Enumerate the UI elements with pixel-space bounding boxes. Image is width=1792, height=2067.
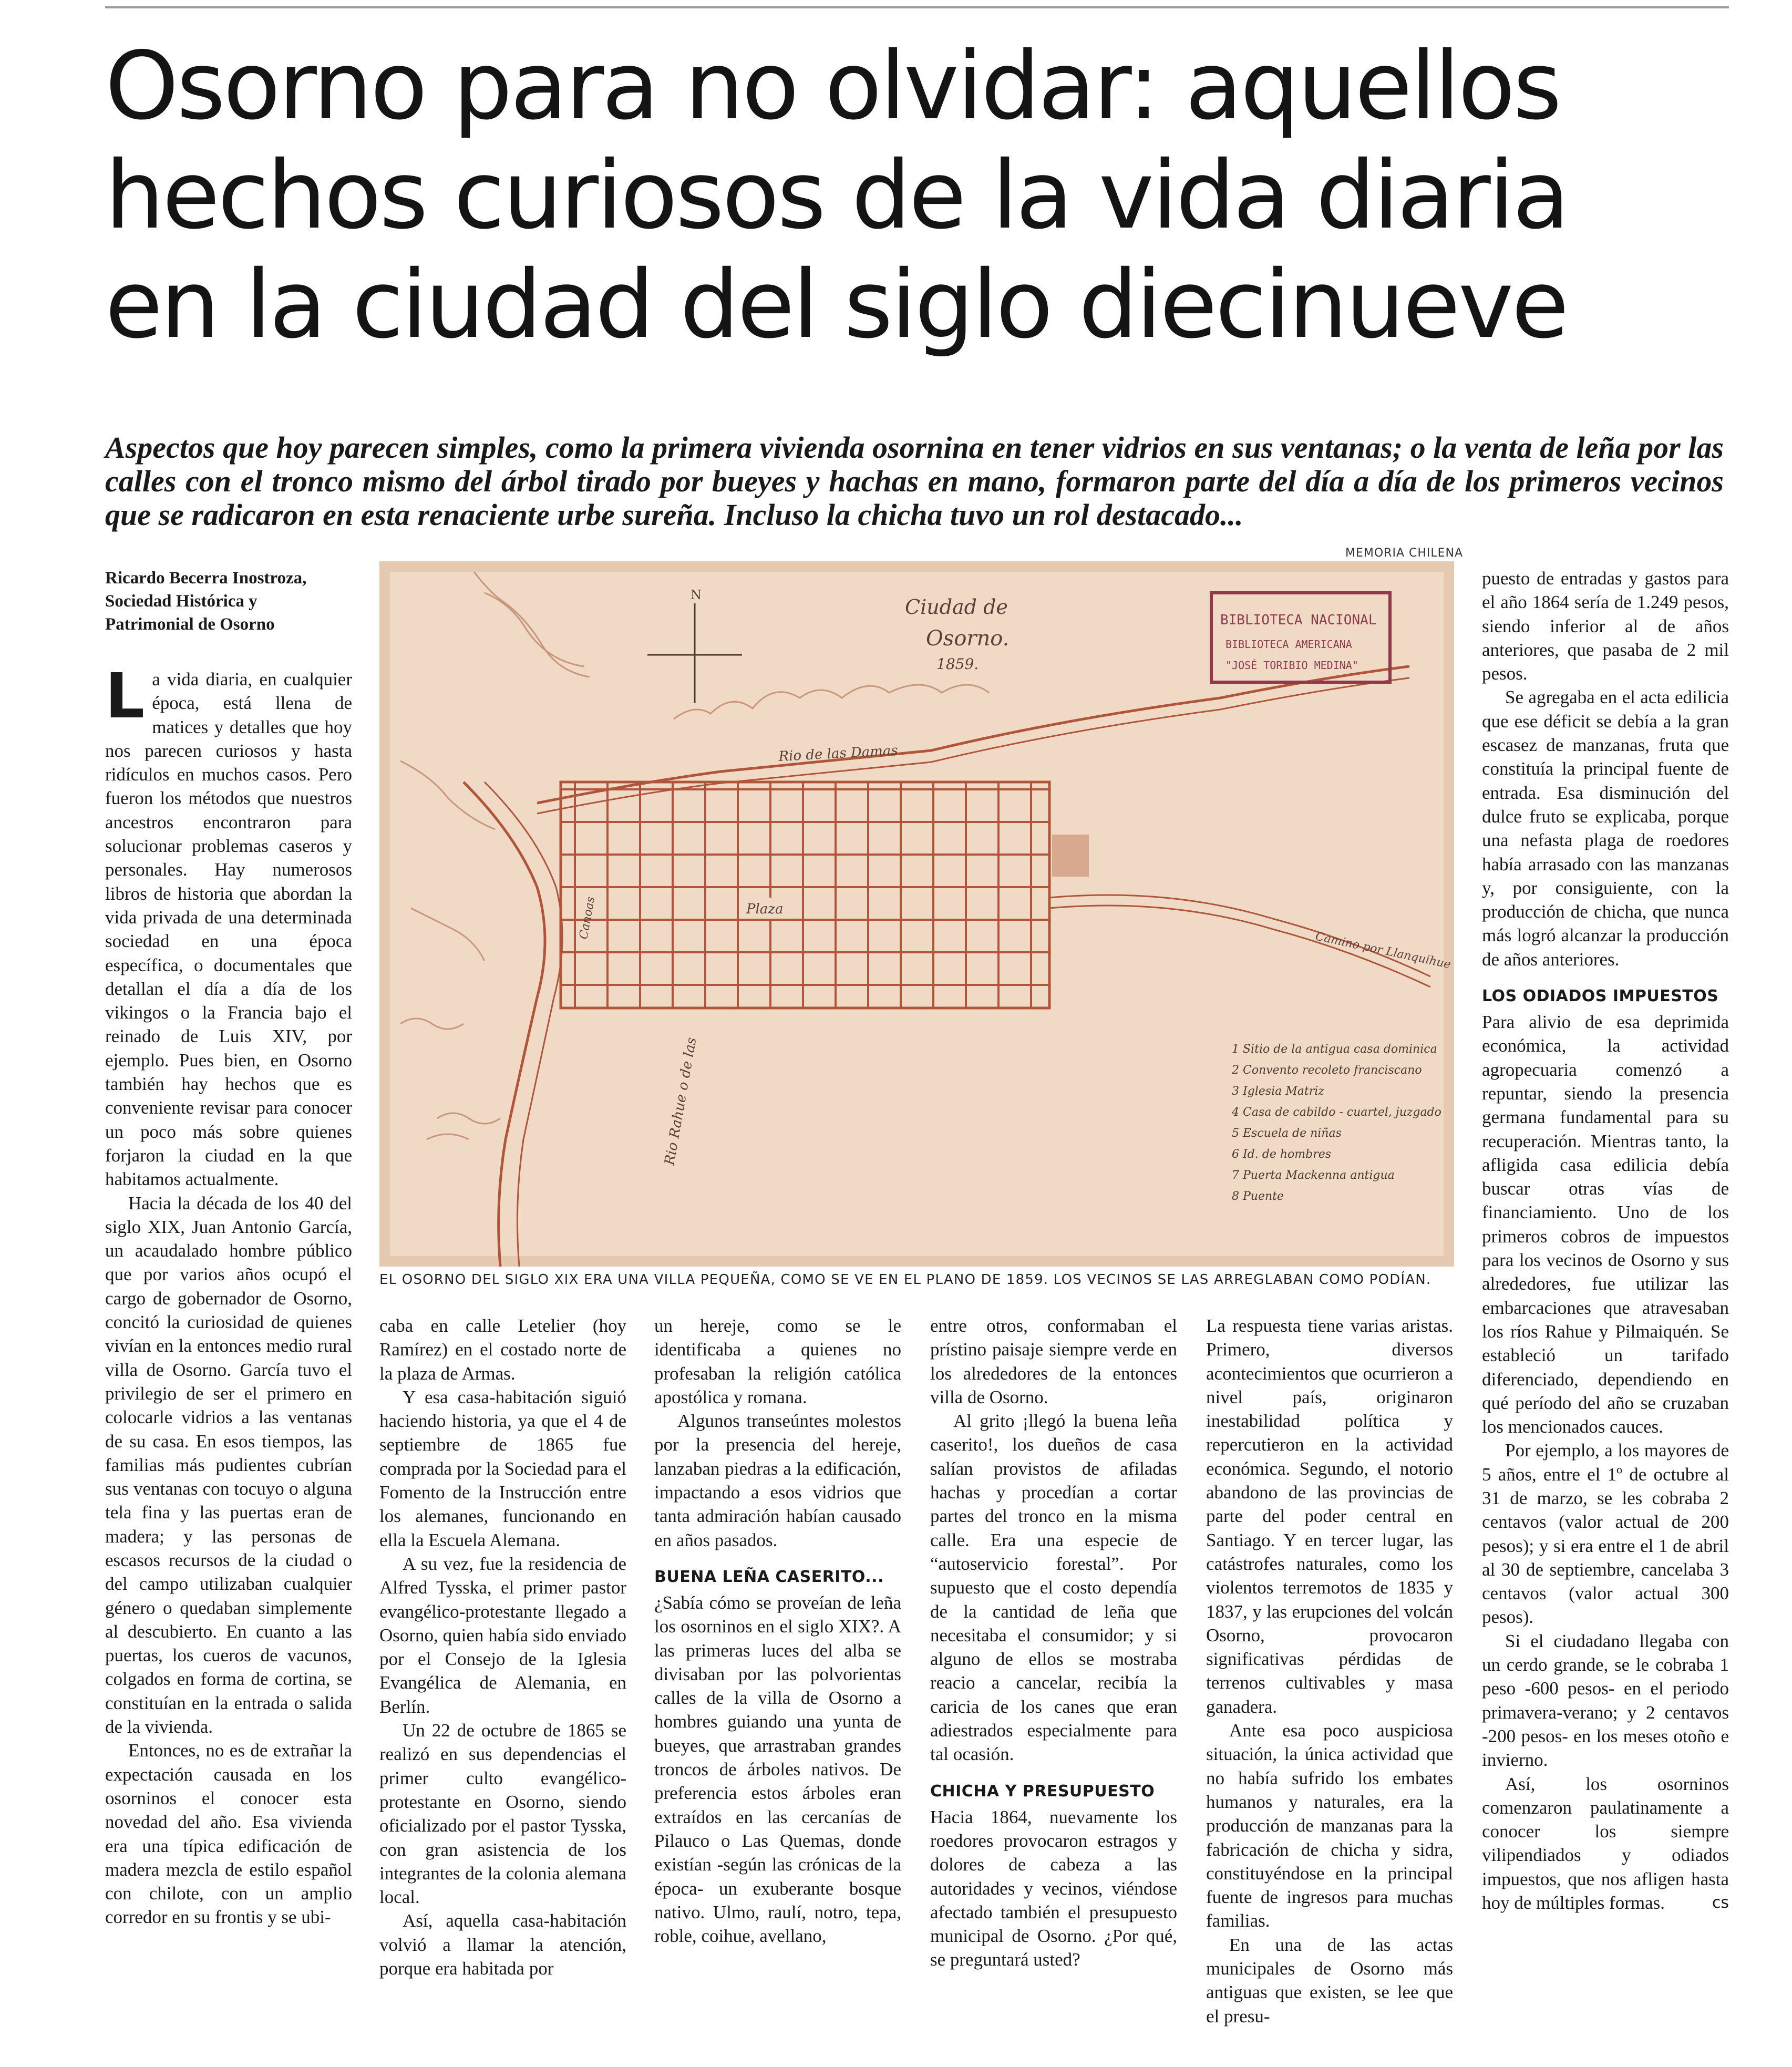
headline-line: en la ciudad del siglo diecinueve xyxy=(105,250,1567,359)
paragraph: a vida diaria, en cualquier época, está llena de matices y detalles que hoy nos parecen curiosos y hasta ridículos en muchos casos. Pero fueron los métodos que nuestros ancestros encontraron para solucionar problemas caseros y personales. Hay numerosos libros de historia que abordan la vida privada de una determinada sociedad en una época específica, o documentales que detallan el día a día de los vikingos o la Francia bajo el reinado de Luis XIV, por ejemplo. Pues bien, en Osorno también hay hechos que es conveniente revisar para conocer un poco más sobre quienes forjaron la ciudad en la que habitamos actualmente. xyxy=(105,669,352,1190)
legend-item: 7 Puerta Mackenna antigua xyxy=(1232,1169,1395,1182)
photo-caption: EL OSORNO DEL SIGLO XIX ERA UNA VILLA PEQUEÑA, COMO SE VE EN EL PLANO DE 1859. LOS VECINOS SE LAS ARREGLABAN COMO PODÍAN. xyxy=(379,1272,1431,1288)
legend-item: 3 Iglesia Matriz xyxy=(1232,1085,1324,1098)
paragraph: Y esa casa-habitación siguió haciendo historia, ya que el 4 de septiembre de 1865 fue comprada por la Sociedad para el Fomento de la Instrucción entre los alemanes, funcionando en ella la Escuela Alemana. xyxy=(379,1386,626,1550)
paragraph: A su vez, fue la residencia de Alfred Tysska, el primer pastor evangélico-protestante llegado a Osorno, quien había sido enviado por el Consejo de la Iglesia Evangélica de Alemania, en Berlín. xyxy=(379,1553,626,1717)
legend-item: 6 Id. de hombres xyxy=(1232,1148,1332,1161)
article-column-2 xyxy=(379,1314,626,1980)
photo-credit: MEMORIA CHILENA xyxy=(1345,547,1464,560)
section-heading: CHICHA Y PRESUPUESTO xyxy=(930,1782,1155,1801)
stamp-text: BIBLIOTECA AMERICANA xyxy=(1225,638,1352,651)
plaza-label: Plaza xyxy=(746,901,784,917)
paragraph: Se agregaba en el acta edilicia que ese déficit se debía a la gran escasez de manzanas, fruta que constituía la principal fuente de entrada. Esa disminución del dulce fruto se explicaba, porque una nefasta plaga de roedores había arrasado con las manzanas y, por consiguiente, con la producción de chicha, que nunca más logró alcanzar la producción de años anteriores. xyxy=(1482,687,1729,970)
article-column-1 xyxy=(105,660,352,1929)
headline-line: Osorno para no olvidar: aquellos xyxy=(105,32,1560,140)
map-title: Ciudad de xyxy=(905,595,1008,619)
article-column-4 xyxy=(930,1314,1177,1972)
section-heading: LOS ODIADOS IMPUESTOS xyxy=(1482,987,1719,1006)
paragraph: Si el ciudadano llegaba con un cerdo grande, se le cobraba 1 peso -600 pesos- en el periodo primavera-verano; y 2 centavos -200 pesos- en los meses otoño e invierno. xyxy=(1482,1630,1729,1771)
paragraph: Algunos transeúntes molestos por la presencia del hereje, lanzaban piedras a la edificación, impactando a esos vidrios que tanta admiración habían causado en años pasados. xyxy=(654,1411,901,1550)
article-column-5 xyxy=(1206,1314,1453,2028)
map-title: Osorno. xyxy=(926,626,1010,651)
river-label: Rio Rahue o de las xyxy=(662,1036,700,1167)
end-mark: cs xyxy=(1712,1894,1729,1912)
section-heading: BUENA LEÑA CASERITO... xyxy=(654,1567,884,1586)
paragraph: Por ejemplo, a los mayores de 5 años, entre el 1º de octubre al 31 de marzo, se les cobraba 2 centavos (valor actual de 200 pesos); y si era entre el 1 de abril al 30 de septiembre, cancelaba 3 centavos (valor actual 300 pesos). xyxy=(1482,1440,1729,1628)
paragraph: La respuesta tiene varias aristas. Primero, diversos acontecimientos que ocurrieron a nivel país, originaron inestabilidad política y repercutieron en la actividad económica. Segundo, el notorio abandono de las provincias de parte del poder central en Santiago. Y en tercer lugar, las catástrofes naturales, como los violentos terremotos de 1835 y 1837, y las erupciones del volcán Osorno, provocaron significativas pérdidas de terrenos cultivables y masa ganadera. xyxy=(1206,1315,1453,1717)
byline-line: Sociedad Histórica y xyxy=(105,592,258,611)
paragraph: Para alivio de esa deprimida económica, la actividad agropecuaria comenzó a repuntar, siendo la presencia germana fundamental para su recuperación. Mientras tanto, la afligida casa edilicia debía buscar otras vías de financiamiento. Uno de los primeros cobros de impuestos para los vecinos de Osorno y sus alrededores, fue utilizar las embarcaciones que atravesaban los ríos Rahue y Pilmaiquén. Se estableció un tarifado diferenciado, dependiendo en qué período del año se cruzaban los mencionados cauces. xyxy=(1482,1012,1729,1437)
paragraph: Entonces, no es de extrañar la expectación causada en los osorninos el conocer esta novedad del año. Esa vivienda era una típica edificación de madera mezcla de estilo español con chilote, con un amplio corredor en su frontis y se ubi- xyxy=(105,1740,352,1928)
paragraph: Ante esa poco auspiciosa situación, la única actividad que no había sufrido los embates humanos y naturales, era la producción de manzanas para la fabricación de chicha y sidra, constituyéndose en la principal fuente de ingresos para muchas familias. xyxy=(1206,1720,1453,1931)
headline xyxy=(105,32,1708,359)
paragraph: En una de las actas municipales de Osorno más antiguas que existen, se lee que el presu- xyxy=(1206,1934,1453,2027)
paragraph: Hacia la década de los 40 del siglo XIX, Juan Antonio García, un acaudalado hombre público que por varios años ocupó el cargo de gobernador de Osorno, concitó la curiosidad de quienes vivían en la entonces medio rural villa de Osorno. García tuvo el privilegio de ser el primero en colocarle vidrios a las ventanas de su casa. En esos tiempos, las familias más pudientes cubrían sus ventanas con tocuyo o alguna tela fina y las puertas eran de madera; y las personas de escasos recursos de la ciudad o del campo utilizaban cualquier género o quedaban simplemente al descubierto. En cuanto a las puertas, los cueros de vacunos, colgados en forma de cortina, se constituían en la entrada o salida de la vivienda. xyxy=(105,1192,352,1737)
byline xyxy=(105,567,357,636)
paragraph: ¿Sabía cómo se proveían de leña los osorninos en el siglo XIX?. A las primeras luces del alba se divisaban por las polvorientas calles de la villa de Osorno a hombres guiando una yunta de bueyes, que arrastraban grandes troncos de árboles nativos. De preferencia estos árboles eran extraídos en las cercanías de Pilauco o Las Quemas, donde existían -según las crónicas de la época- un exuberante bosque nativo. Ulmo, raulí, notro, tepa, roble, coihue, avellano, xyxy=(654,1592,901,1947)
river-label: Rio de las Damas xyxy=(778,743,899,765)
headline-line: hechos curiosos de la vida diaria xyxy=(105,141,1568,250)
legend-item: 5 Escuela de niñas xyxy=(1232,1127,1342,1140)
paragraph: Hacia 1864, nuevamente los roedores provocaron estragos y dolores de cabeza a las autoridades y vecinos, viéndose afectado también el presupuesto municipal de Osorno. ¿Por qué, se preguntará usted? xyxy=(930,1806,1177,1970)
top-rule xyxy=(105,6,1729,8)
byline-line: Ricardo Becerra Inostroza, xyxy=(105,569,307,588)
paragraph: un hereje, como se le identificaba a quienes no profesaban la religión católica apostólica y romana. xyxy=(654,1315,901,1407)
map-illustration xyxy=(379,561,1454,1267)
paragraph: entre otros, conformaban el prístino paisaje siempre verde en los alrededores de la entonces villa de Osorno. xyxy=(930,1315,1177,1407)
svg-text:N: N xyxy=(691,588,702,602)
paragraph: Un 22 de octubre de 1865 se realizó en sus dependencias el primer culto evangélico-protestante en Osorno, siendo oficializado por el pastor Tysska, con gran asistencia de los integrantes de la colonia alemana local. xyxy=(379,1720,626,1908)
article-column-6 xyxy=(1482,567,1729,1915)
article-column-3 xyxy=(654,1314,901,1948)
paragraph: puesto de entradas y gastos para el año 1864 sería de 1.249 pesos, siendo inferior al de años anteriores, que pasaba de 2 mil pesos. xyxy=(1482,568,1729,684)
legend-item: 4 Casa de cabildo - cuartel, juzgado xyxy=(1232,1106,1441,1119)
legend-item: 8 Puente xyxy=(1232,1190,1284,1203)
stamp-text: BIBLIOTECA NACIONAL xyxy=(1220,612,1377,628)
road-label: Camino por Llanquihue xyxy=(1314,930,1452,972)
deck-subtitle: Aspectos que hoy parecen simples, como la primera vivienda osornina en tener vidrios en sus ventanas; o la venta de leña por las calles con el tronco mismo del árbol tirado por bueyes y hachas en mano, formaron parte del día a día de los primeros vecinos que se radicaron en esta renaciente urbe sureña. Incluso la chicha tuvo un rol destacado... xyxy=(105,430,1724,532)
map-photo xyxy=(379,561,1454,1267)
drop-cap: L xyxy=(105,660,145,732)
paragraph xyxy=(1482,1772,1729,1915)
river-label: Canoas xyxy=(577,896,598,941)
paragraph: caba en calle Letelier (hoy Ramírez) en el costado norte de la plaza de Armas. xyxy=(379,1315,626,1384)
paragraph: Al grito ¡llegó la buena leña caserito!, los dueños de casa salían provistos de afiladas hachas y procedían a cortar partes del tronco en la misma calle. Era una especie de “autoservicio forestal”. Por supuesto que el costo dependía de la cantidad de leña que necesitaba el consumidor; y si alguno de ellos se mostraba reacio a cancelar, recibía la caricia de los canes que eran adiestrados especialmente para tal ocasión. xyxy=(930,1411,1177,1765)
map-year: 1859. xyxy=(936,655,979,673)
paragraph-text: Así, los osorninos comenzaron paulatinamente a conocer los siempre vilipendiados y odiados impuestos, que nos afligen hasta hoy de múltiples formas. xyxy=(1482,1773,1729,1914)
paragraph: Así, aquella casa-habitación volvió a llamar la atención, porque era habitada por xyxy=(379,1910,626,1979)
legend-item: 1 Sitio de la antigua casa dominica xyxy=(1232,1043,1437,1056)
legend-item: 2 Convento recoleto franciscano xyxy=(1232,1064,1422,1077)
byline-line: Patrimonial de Osorno xyxy=(105,615,275,634)
stamp-text: "JOSÉ TORIBIO MEDINA" xyxy=(1225,659,1358,672)
